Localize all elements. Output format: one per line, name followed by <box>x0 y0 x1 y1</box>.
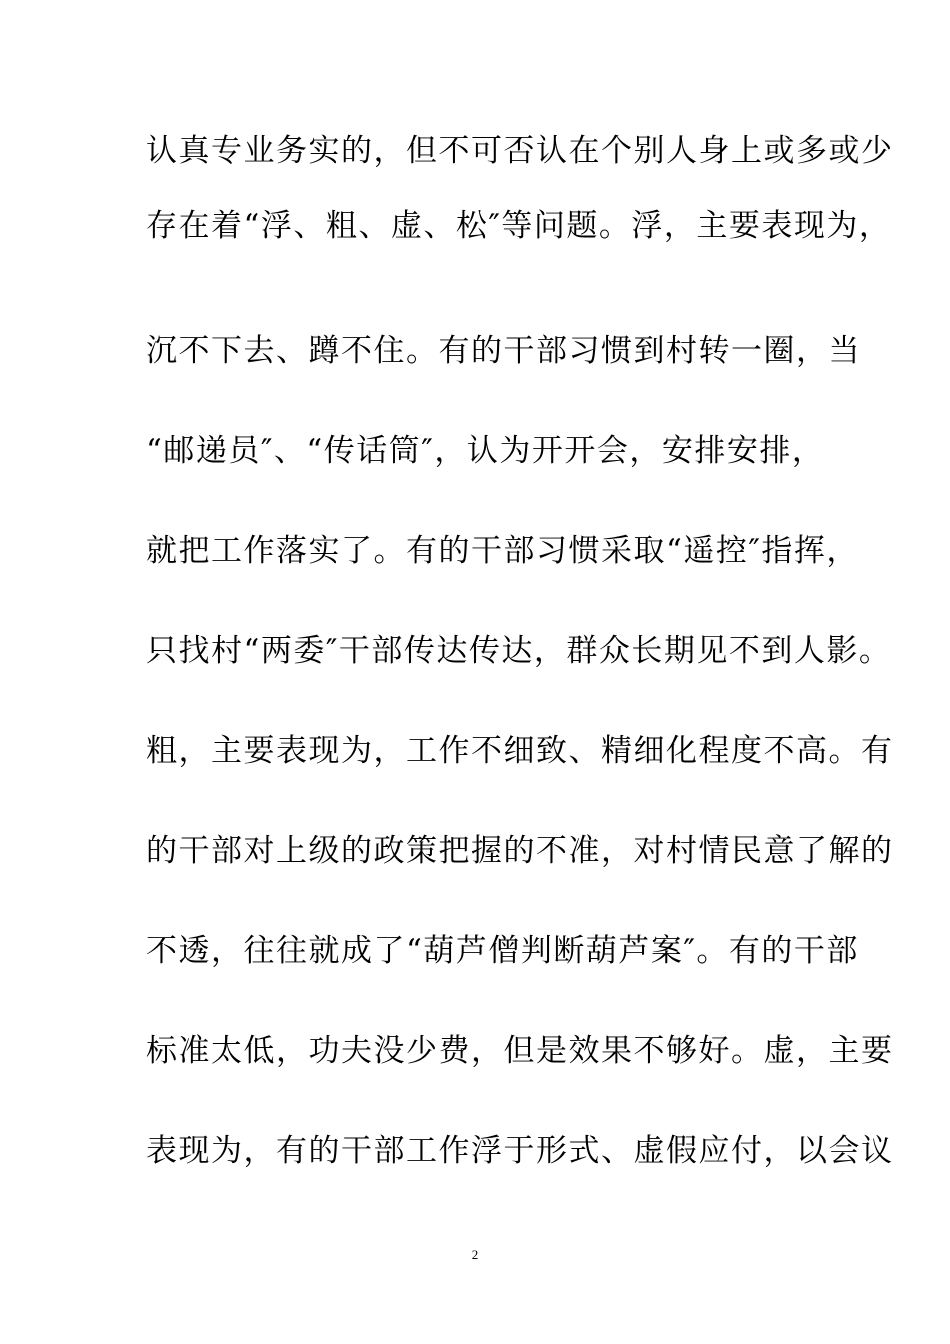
paragraph-line: 沉不下去、蹲不住。有的干部习惯到村转一圈，当 <box>146 333 861 369</box>
paragraph-line: 存在着“浮、粗、虚、松″等问题。浮，主要表现为， <box>146 208 892 244</box>
paragraph-line: 认真专业务实的，但不可否认在个别人身上或多或少 <box>146 133 894 169</box>
paragraph-line: 标准太低，功夫没少费，但是效果不够好。虚，主要 <box>146 1033 894 1069</box>
paragraph-line: “邮递员″、“传话筒″，认为开开会，安排安排， <box>146 433 825 469</box>
paragraph-line: 不透，往往就成了“葫芦僧判断葫芦案″。有的干部 <box>146 933 859 969</box>
page-number: 2 <box>471 1247 479 1262</box>
paragraph-line: 只找村“两委″干部传达传达，群众长期见不到人影。 <box>146 633 892 669</box>
paragraph-line: 粗，主要表现为，工作不细致、精细化程度不高。有 <box>146 733 894 769</box>
paragraph-line: 的干部对上级的政策把握的不准，对村情民意了解的 <box>146 833 894 869</box>
paragraph-line: 就把工作落实了。有的干部习惯采取“遥控″指挥， <box>146 533 859 569</box>
paragraph-line: 表现为，有的干部工作浮于形式、虚假应付，以会议 <box>146 1133 894 1169</box>
